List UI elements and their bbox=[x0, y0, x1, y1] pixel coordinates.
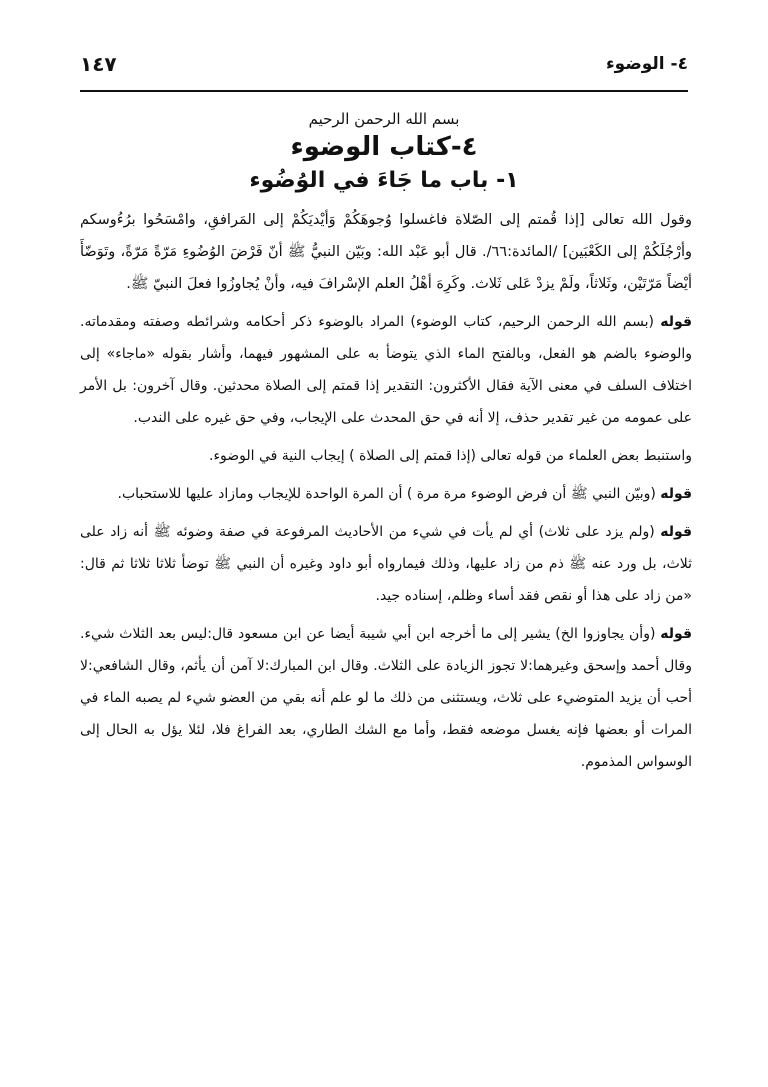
commentary-keyword: قوله bbox=[660, 486, 692, 502]
commentary-keyword: قوله bbox=[660, 524, 692, 540]
book-title: ٤-كتاب الوضوء bbox=[290, 132, 478, 162]
commentary-paragraph bbox=[80, 306, 692, 434]
commentary-text: (وأن يجاوزوا الخ) يشير إلى ما أخرجه ابن أبي شيبة أيضا عن ابن مسعود قال:ليس بعد الثلاث شيء. وقال أحمد وإسحق وغيرهما:لا تجوز الزيادة على الثلاث. وقال ابن المبارك:لا آمن أن يأثم، وقال الشافعي:لا أحب أن يزيد المتوضيء على ثلاث، ويستثنى من ذلك ما لو علم أنه بقي من العضو شيء لم يصبه الماء في المرات أو بعضها فإنه يغسل موضعه فقط، وأما مع الشك الطاري، بعد الفراغ فلا، لئلا يؤل به الحال إلى الوسواس المذموم. bbox=[80, 626, 692, 770]
commentary-text: (وبيّن النبي ﷺ أن فرض الوضوء مرة مرة ) أن المرة الواحدة للإيجاب ومازاد عليها للاستحباب. bbox=[117, 486, 661, 502]
commentary-text: (بسم الله الرحمن الرحيم، كتاب الوضوء) المراد بالوضوء ذكر أحكامه وشرائطه وصفته ومقدماته. والوضوء بالضم هو الفعل، وبالفتح الماء الذي يتوضأ به على المشهور فيهما، وأشار بقوله «ماجاء» إلى اختلاف السلف في معنى الآية فقال الأكثرون: التقدير إذا قمتم إلى الصلاة محدثين. وقال آخرون: بل الأمر على عمومه من غير تقدير حذف، إلا أنه في حق المحدث على الإيجاب، وفي حق غيره على الندب. bbox=[80, 314, 692, 426]
header-chapter-title: ٤- الوضوء bbox=[605, 54, 688, 74]
page-body bbox=[80, 204, 692, 784]
chapter-heading: ١- باب ما جَاءَ في الوُضُوء bbox=[249, 168, 519, 193]
page-number: ١٤٧ bbox=[80, 52, 117, 76]
commentary-paragraph bbox=[80, 618, 692, 778]
matn-paragraph: وقول الله تعالى [إذا قُمتم إلى الصّلاة فاغسلوا وُجوهَكُمْ وَأيْديَكُمْ إلى المَرافقِ، وامْسَحُوا برُءُوسكم وأرْجُلَكُمْ إلى الكَعْبَين] /المائدة:٦٦/. قال أبو عَبْد الله: وبَيّن النبيُّ ﷺ أنّ فَرْضَ الوُضُوءِ مَرّةً مَرّةً، وتَوَضّأَ أيْضاً مَرّتَيْن، وثَلاثاً، ولَمْ يزدْ عَلى ثَلاث. وكَرِهَ أهْلُ العلم الإسْرافَ فيه، وأنْ يُجاوزُوا فعلَ النبيّ ﷺ. bbox=[80, 212, 692, 292]
commentary-text: (ولم يزد على ثلاث) أي لم يأت في شيء من الأحاديث المرفوعة في صفة وضوئه ﷺ أنه زاد على ثلاث، بل ورد عنه ﷺ ذم من زاد عليها، وذلك فيمارواه أبو داود وغيره أن النبي ﷺ توضأ ثلاثا ثلاثا ثم قال: «من زاد على هذا أو نقص فقد أساء وظلم، إسناده جيد. bbox=[80, 524, 692, 604]
commentary-paragraph bbox=[80, 516, 692, 612]
commentary-paragraph bbox=[80, 478, 692, 510]
bismillah: بسم الله الرحمن الرحيم bbox=[308, 110, 460, 128]
commentary-keyword: قوله bbox=[660, 314, 692, 330]
header-rule bbox=[80, 90, 688, 92]
commentary-keyword: قوله bbox=[660, 626, 692, 642]
running-header bbox=[80, 52, 688, 82]
commentary-text: واستنبط بعض العلماء من قوله تعالى (إذا قمتم إلى الصلاة ) إيجاب النية في الوضوء. bbox=[209, 448, 692, 464]
commentary-paragraph bbox=[80, 440, 692, 472]
